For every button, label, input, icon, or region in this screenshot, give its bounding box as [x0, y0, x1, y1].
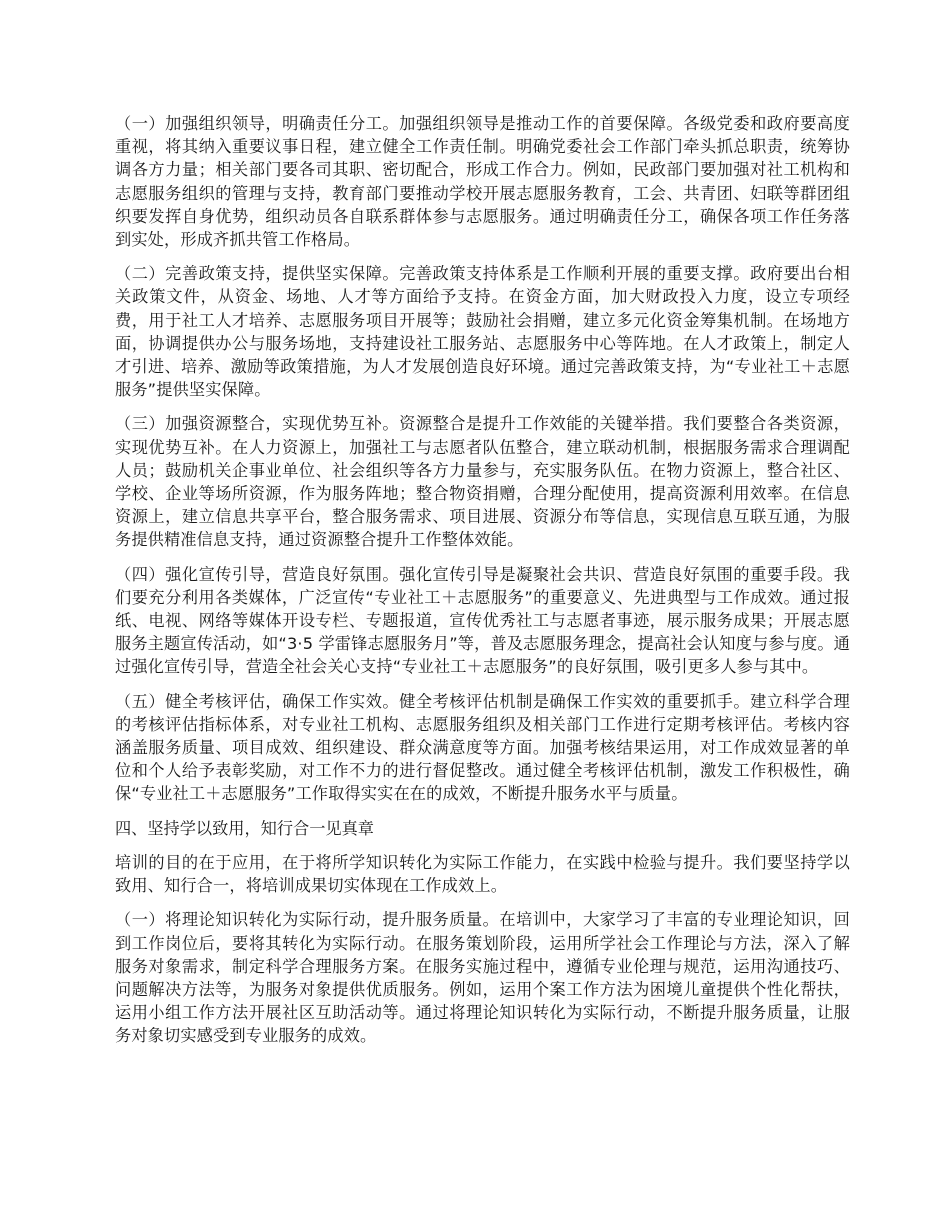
- paragraph-assessment-evaluation: （五）健全考核评估，确保工作实效。健全考核评估机制是确保工作实效的重要抓手。建立科学合理的考核评估指标体系，对专业社工机构、志愿服务组织及相关部门工作进行定期考核评估。考核内容涵盖服务质量、项目成效、组织建设、群众满意度等方面。加强考核结果运用，对工作成效显著的单位和个人给予表彰奖励，对工作不力的进行督促整改。通过健全考核评估机制，激发工作积极性，确保“专业社工＋志愿服务”工作取得实实在在的成效，不断提升服务水平与质量。: [115, 691, 850, 804]
- paragraph-organization-leadership: （一）加强组织领导，明确责任分工。加强组织领导是推动工作的首要保障。各级党委和政府要高度重视，将其纳入重要议事日程，建立健全工作责任制。明确党委社会工作部门牵头抓总职责，统筹协调各方力量；相关部门要各司其职、密切配合，形成工作合力。例如，民政部门要加强对社工机构和志愿服务组织的管理与支持，教育部门要推动学校开展志愿服务教育，工会、共青团、妇联等群团组织要发挥自身优势，组织动员各自联系群体参与志愿服务。通过明确责任分工，确保各项工作任务落到实处，形成齐抓共管工作格局。: [115, 114, 850, 250]
- paragraph-publicity-guidance: （四）强化宣传引导，营造良好氛围。强化宣传引导是凝聚社会共识、营造良好氛围的重要手段。我们要充分利用各类媒体，广泛宣传“专业社工＋志愿服务”的重要意义、先进典型与工作成效。通过报纸、电视、网络等媒体开设专栏、专题报道，宣传优秀社工与志愿者事迹，展示服务成果；开展志愿服务主题宣传活动，如“3·5 学雷锋志愿服务月”等，普及志愿服务理念，提高社会认知度与参与度。通过强化宣传引导，营造全社会关心支持“专业社工＋志愿服务”的良好氛围，吸引更多人参与其中。: [115, 564, 850, 677]
- document-body: [115, 112, 850, 1059]
- paragraph-training-purpose: 培训的目的在于应用，在于将所学知识转化为实际工作能力，在实践中检验与提升。我们要坚持学以致用、知行合一，将培训成果切实体现在工作成效上。: [115, 852, 850, 896]
- paragraph-theory-to-action: （一）将理论知识转化为实际行动，提升服务质量。在培训中，大家学习了丰富的专业理论知识，回到工作岗位后，要将其转化为实际行动。在服务策划阶段，运用所学社会工作理论与方法，深入了解服务对象需求，制定科学合理服务方案。在服务实施过程中，遵循专业伦理与规范，运用沟通技巧、问题解决方法等，为服务对象提供优质服务。例如，运用个案工作方法为困境儿童提供个性化帮扶，运用小组工作方法开展社区互助活动等。通过将理论知识转化为实际行动，不断提升服务质量，让服务对象切实感受到专业服务的成效。: [115, 910, 850, 1046]
- section-heading: 四、坚持学以致用，知行合一见真章: [115, 818, 374, 838]
- paragraph-policy-support: （二）完善政策支持，提供坚实保障。完善政策支持体系是工作顺利开展的重要支撑。政府要出台相关政策文件，从资金、场地、人才等方面给予支持。在资金方面，加大财政投入力度，设立专项经费，用于社工人才培养、志愿服务项目开展等；鼓励社会捐赠，建立多元化资金筹集机制。在场地方面，协调提供办公与服务场地，支持建设社工服务站、志愿服务中心等阵地。在人才政策上，制定人才引进、培养、激励等政策措施，为人才发展创造良好环境。通过完善政策支持，为“专业社工＋志愿服务”提供坚实保障。: [115, 264, 850, 400]
- paragraph-resource-integration: （三）加强资源整合，实现优势互补。资源整合是提升工作效能的关键举措。我们要整合各类资源，实现优势互补。在人力资源上，加强社工与志愿者队伍整合，建立联动机制，根据服务需求合理调配人员；鼓励机关企事业单位、社会组织等各方力量参与，充实服务队伍。在物力资源上，整合社区、学校、企业等场所资源，作为服务阵地；整合物资捐赠，合理分配使用，提高资源利用效率。在信息资源上，建立信息共享平台，整合服务需求、项目进展、资源分布等信息，实现信息互联互通，为服务提供精准信息支持，通过资源整合提升工作整体效能。: [115, 414, 850, 550]
